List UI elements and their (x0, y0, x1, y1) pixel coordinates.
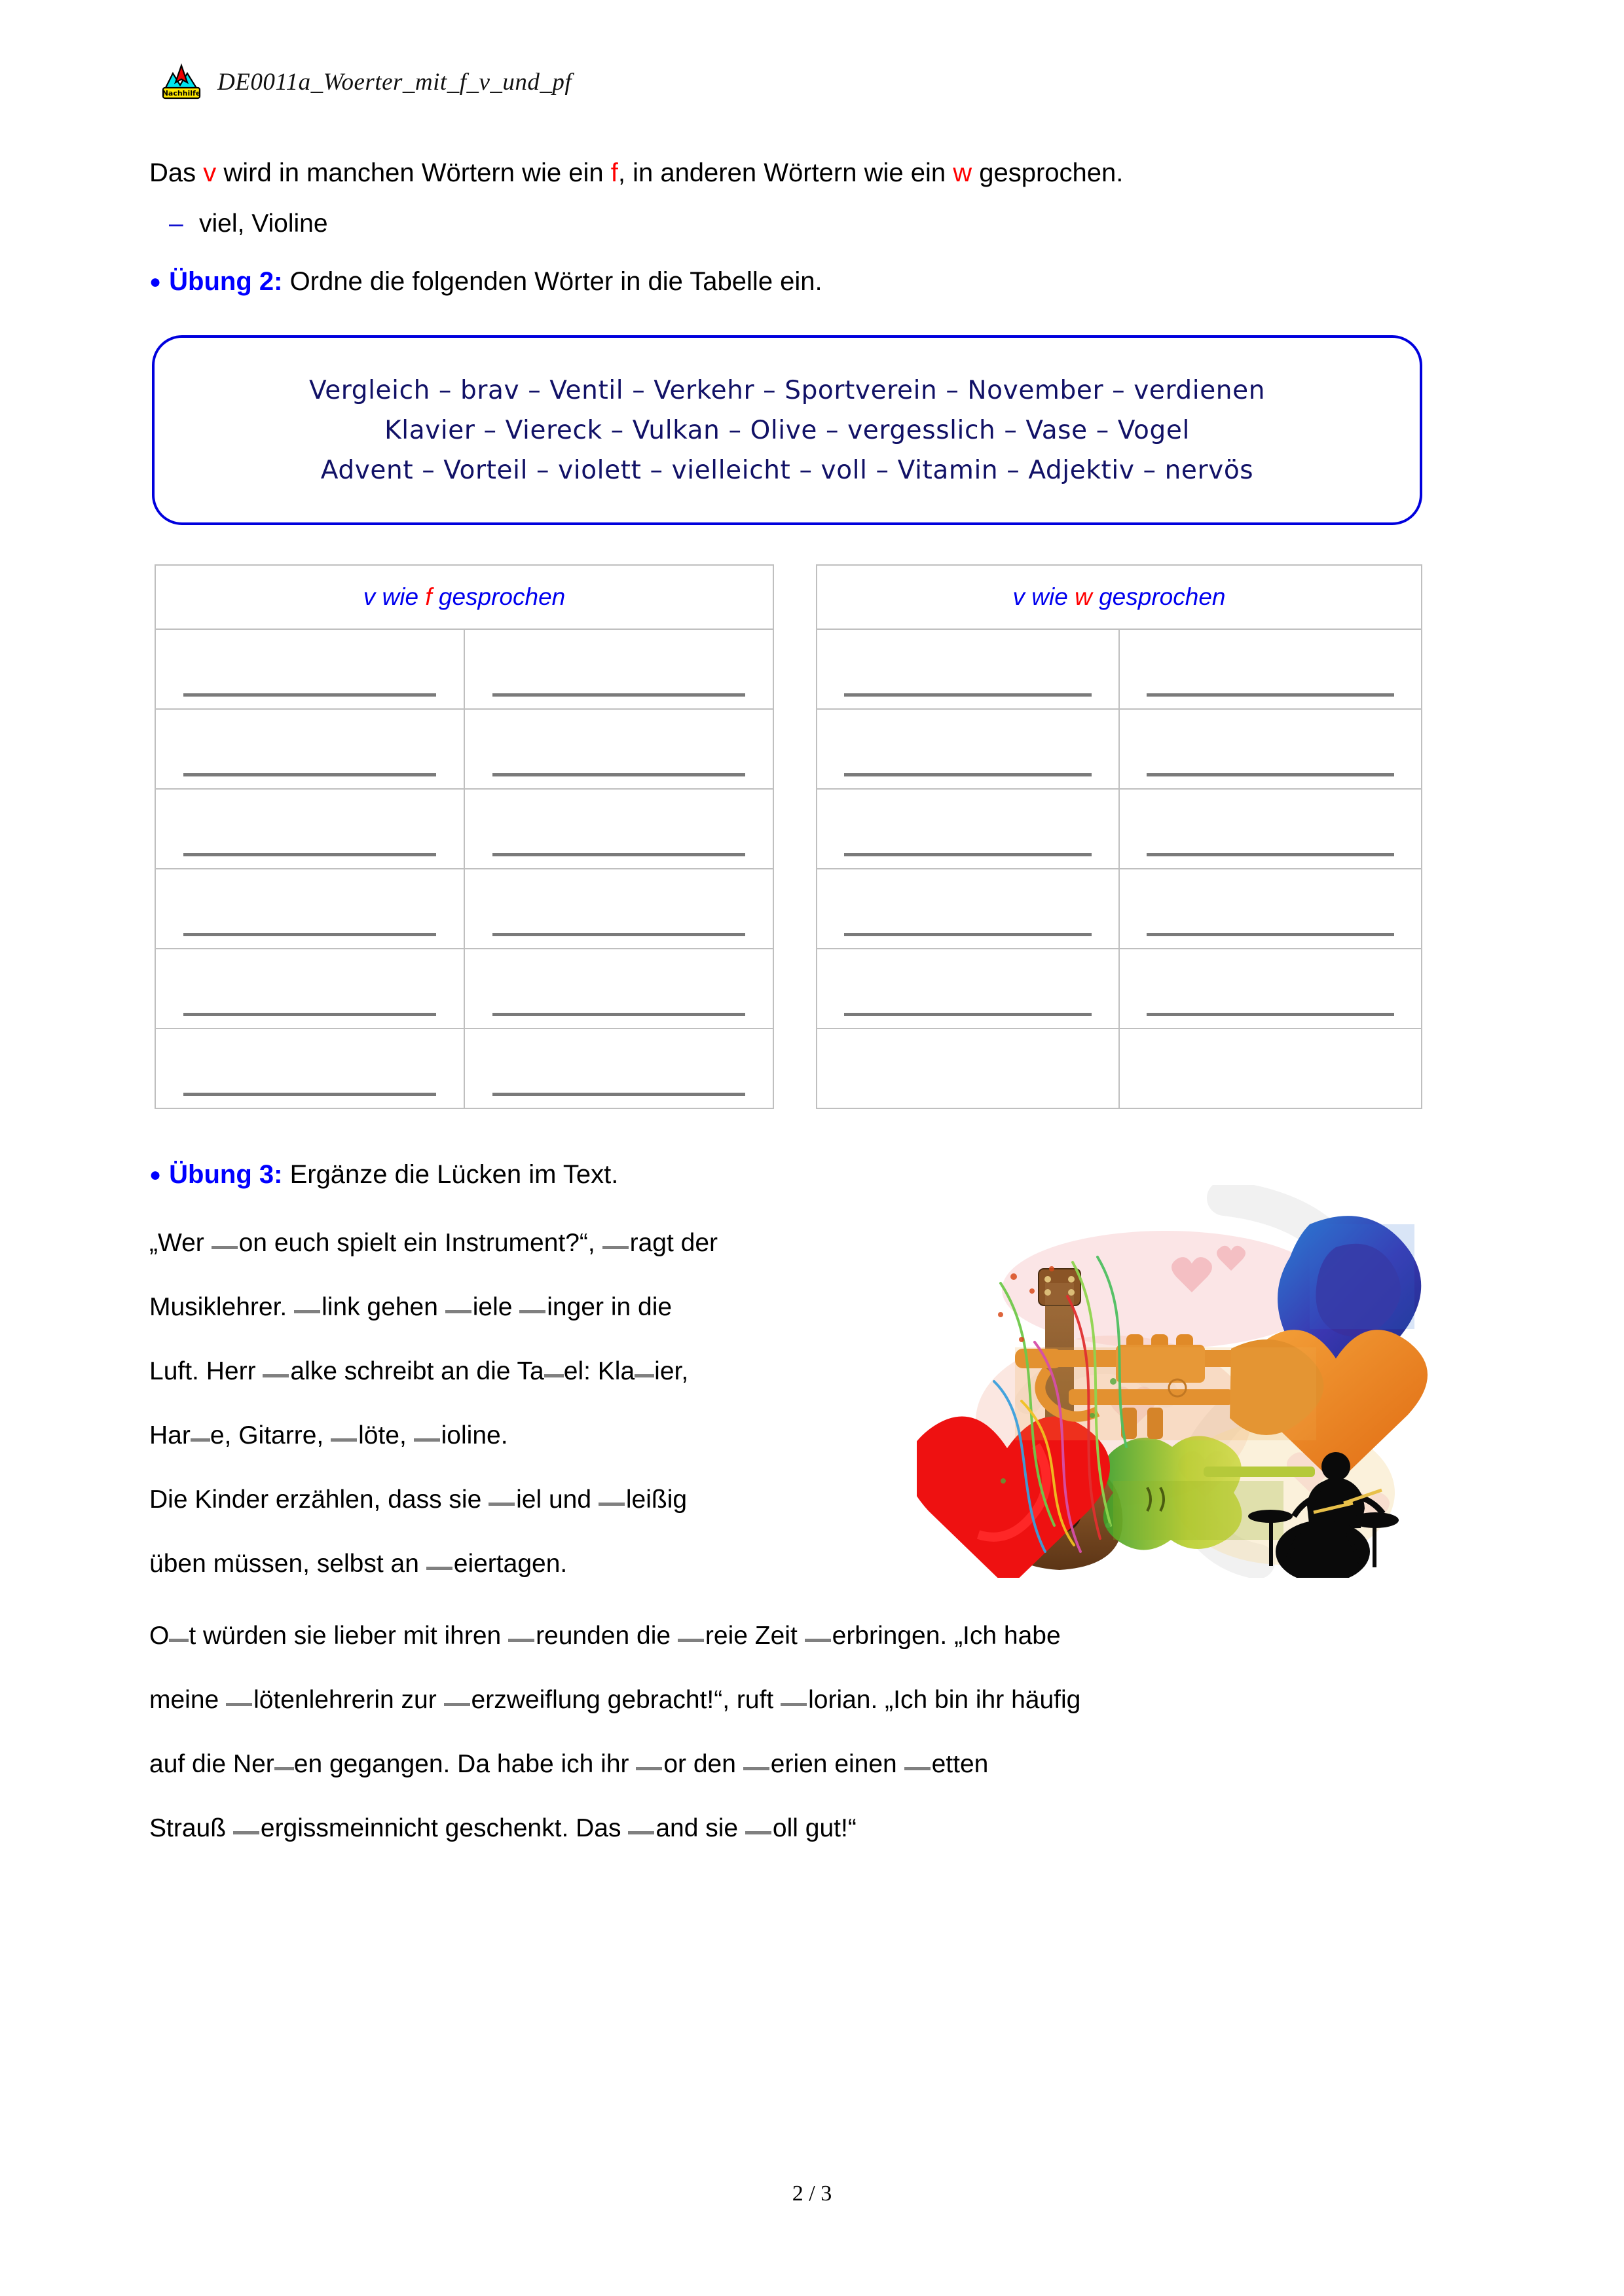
intro-part-1: Das (149, 158, 204, 187)
table-row (155, 789, 773, 869)
intro-part-2: wird in manchen Wörtern wie ein (216, 158, 611, 187)
write-line (492, 1093, 745, 1096)
exercise-3-label: Übung 3: (169, 1160, 283, 1189)
gap-blank[interactable] (599, 1503, 625, 1506)
gap-blank[interactable] (414, 1438, 440, 1442)
write-line (183, 1093, 435, 1096)
intro-sentence (149, 157, 1123, 189)
gap-blank[interactable] (508, 1639, 534, 1642)
dash-bullet-icon: – (169, 210, 183, 238)
table-row (817, 629, 1422, 709)
write-line (492, 933, 745, 936)
sort-table-v-wie-f (155, 564, 774, 1109)
answer-cell[interactable] (155, 709, 464, 789)
write-line (1147, 693, 1393, 697)
svg-text:Nachhilfe: Nachhilfe (162, 89, 201, 98)
gap-blank[interactable] (294, 1310, 320, 1313)
answer-cell[interactable] (817, 949, 1119, 1029)
table-row (817, 1029, 1422, 1108)
gap-blank[interactable] (212, 1246, 238, 1249)
table-header-label (363, 583, 566, 610)
gap-blank[interactable] (226, 1703, 252, 1706)
cloze-line: üben müssen, selbst an eiertagen. (149, 1550, 568, 1578)
exercise-3-instruction: Ergänze die Lücken im Text. (289, 1160, 619, 1189)
answer-cell[interactable] (817, 869, 1119, 949)
gap-blank[interactable] (904, 1767, 931, 1770)
answer-cell[interactable] (464, 949, 773, 1029)
gap-blank[interactable] (331, 1438, 357, 1442)
gap-blank[interactable] (544, 1374, 564, 1377)
gap-blank[interactable] (602, 1246, 629, 1249)
write-line (183, 1013, 435, 1016)
write-line (492, 853, 745, 856)
answer-cell[interactable] (464, 869, 773, 949)
answer-cell[interactable] (817, 1029, 1119, 1108)
write-line (1147, 773, 1393, 776)
gap-blank[interactable] (519, 1310, 545, 1313)
answer-cell[interactable] (1119, 629, 1422, 709)
write-line (844, 933, 1091, 936)
answer-cell[interactable] (155, 869, 464, 949)
nachhilfe-logo-icon (160, 63, 203, 101)
table-row (817, 869, 1422, 949)
word-bank-box (152, 335, 1422, 525)
gap-blank[interactable] (635, 1374, 654, 1377)
exercise-3-heading (149, 1160, 618, 1190)
intro-letter-f: f (610, 158, 618, 187)
gap-blank[interactable] (445, 1310, 471, 1313)
answer-cell[interactable] (155, 949, 464, 1029)
cloze-line: „Wer on euch spielt ein Instrument?“, ragt der (149, 1229, 718, 1257)
answer-cell[interactable] (1119, 869, 1422, 949)
word-bank-line: Advent – Vorteil – violett – vielleicht – voll – Vitamin – Adjektiv – nervös (320, 455, 1254, 485)
table-row (155, 629, 773, 709)
cloze-line: auf die Ner en gegangen. Da habe ich ihr or den erien einen etten (149, 1750, 989, 1778)
answer-cell[interactable] (155, 629, 464, 709)
header-letter-f: f (425, 583, 432, 610)
page-footer: 2 / 3 (792, 2181, 832, 2206)
table-row (155, 869, 773, 949)
cloze-line: Musiklehrer. link gehen iele inger in die (149, 1293, 673, 1321)
sort-table-v-wie-w (816, 564, 1422, 1109)
answer-cell[interactable] (464, 789, 773, 869)
intro-part-3: , in anderen Wörtern wie ein (618, 158, 953, 187)
gap-blank[interactable] (489, 1503, 515, 1506)
write-line (1147, 933, 1393, 936)
write-line (492, 1013, 745, 1016)
table-header-label (1013, 583, 1226, 610)
header-post: gesprochen (1092, 583, 1226, 610)
gap-blank[interactable] (191, 1438, 210, 1442)
music-collage-image (917, 1185, 1441, 1578)
table-row (817, 789, 1422, 869)
cloze-line: Luft. Herr alke schreibt an die Ta el: Kla ier, (149, 1357, 689, 1385)
cloze-text-narrow (149, 1211, 889, 1596)
write-line (844, 693, 1091, 697)
exercise-2-label: Übung 2: (169, 267, 283, 296)
gap-blank[interactable] (805, 1639, 831, 1642)
cloze-line: Har e, Gitarre, löte, ioline. (149, 1421, 508, 1449)
gap-blank[interactable] (274, 1767, 294, 1770)
table-row (817, 709, 1422, 789)
intro-part-4: gesprochen. (972, 158, 1124, 187)
document-title: DE0011a_Woerter_mit_f_v_und_pf (217, 68, 572, 96)
gap-blank[interactable] (233, 1831, 259, 1834)
write-line (1147, 853, 1393, 856)
word-bank-line: Vergleich – brav – Ventil – Verkehr – Sportverein – November – verdienen (308, 375, 1266, 405)
gap-blank[interactable] (426, 1567, 452, 1570)
intro-letter-v: v (203, 158, 217, 187)
cloze-line: Strauß ergissmeinnicht geschenkt. Das and sie oll gut!“ (149, 1814, 857, 1842)
gap-blank[interactable] (781, 1703, 807, 1706)
write-line (183, 773, 435, 776)
answer-cell[interactable] (464, 629, 773, 709)
intro-example-text: viel, Violine (199, 210, 328, 238)
answer-cell[interactable] (817, 789, 1119, 869)
cloze-text-wide (149, 1604, 1433, 1861)
table-header-cell (155, 565, 773, 629)
table-header-row (817, 565, 1422, 629)
intro-letter-w: w (953, 158, 972, 187)
header-pre: v wie (363, 583, 426, 610)
gap-blank[interactable] (263, 1374, 289, 1377)
answer-cell[interactable] (1119, 1029, 1422, 1108)
bullet-icon: ● (149, 1164, 162, 1186)
table-row (155, 709, 773, 789)
header-letter-w: w (1075, 583, 1092, 610)
word-bank-line: Klavier – Viereck – Vulkan – Olive – vergesslich – Vase – Vogel (384, 415, 1190, 445)
answer-cell[interactable] (1119, 789, 1422, 869)
write-line (492, 773, 745, 776)
cloze-line: O t würden sie lieber mit ihren reunden die reie Zeit erbringen. „Ich habe (149, 1622, 1061, 1650)
write-line (844, 853, 1091, 856)
intro-example-item (169, 210, 328, 238)
header-post: gesprochen (432, 583, 566, 610)
table-row (817, 949, 1422, 1029)
answer-cell[interactable] (155, 1029, 464, 1108)
gap-blank[interactable] (743, 1767, 769, 1770)
gap-blank[interactable] (444, 1703, 470, 1706)
table-row (155, 949, 773, 1029)
write-line (183, 853, 435, 856)
exercise-2-heading (149, 267, 822, 297)
write-line (844, 1013, 1091, 1016)
table-header-row (155, 565, 773, 629)
answer-cell[interactable] (1119, 949, 1422, 1029)
write-line (183, 693, 435, 697)
cloze-line: meine lötenlehrerin zur erzweiflung gebracht!“, ruft lorian. „Ich bin ihr häufig (149, 1686, 1081, 1714)
answer-cell[interactable] (1119, 709, 1422, 789)
gap-blank[interactable] (169, 1639, 189, 1642)
bullet-icon: ● (149, 271, 162, 293)
gap-blank[interactable] (628, 1831, 654, 1834)
cloze-line: Die Kinder erzählen, dass sie iel und leißig (149, 1485, 688, 1514)
answer-cell[interactable] (464, 1029, 773, 1108)
write-line (844, 773, 1091, 776)
write-line (183, 933, 435, 936)
gap-blank[interactable] (636, 1767, 662, 1770)
write-line (492, 693, 745, 697)
header-pre: v wie (1012, 583, 1075, 610)
answer-cell[interactable] (817, 709, 1119, 789)
write-line (1147, 1013, 1393, 1016)
answer-cell[interactable] (155, 789, 464, 869)
gap-blank[interactable] (678, 1639, 704, 1642)
exercise-2-instruction: Ordne die folgenden Wörter in die Tabelle ein. (289, 267, 822, 296)
page-header (160, 63, 572, 101)
answer-cell[interactable] (464, 709, 773, 789)
table-row (155, 1029, 773, 1108)
table-header-cell (817, 565, 1422, 629)
gap-blank[interactable] (745, 1831, 771, 1834)
answer-cell[interactable] (817, 629, 1119, 709)
